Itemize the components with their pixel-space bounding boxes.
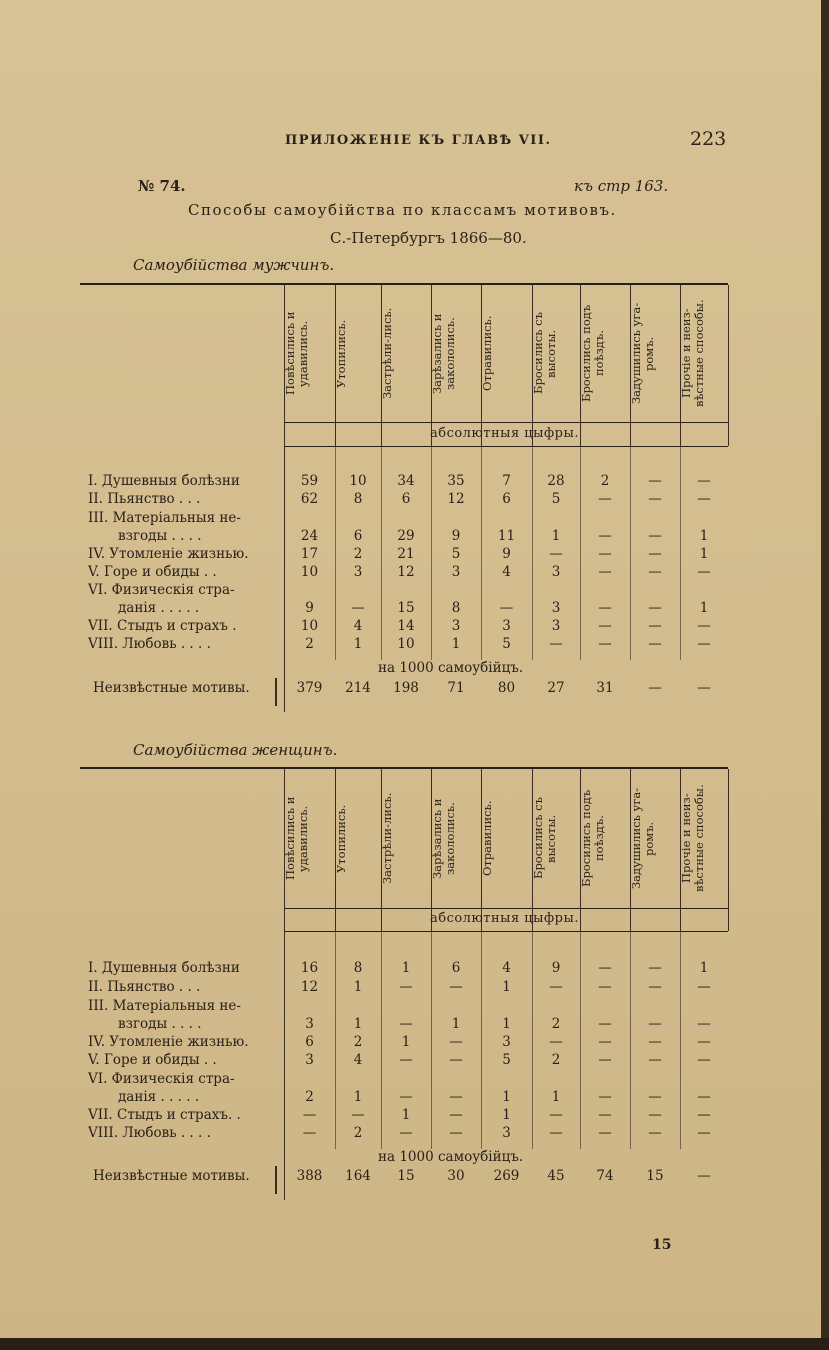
- row-label: взгоды . . . .: [118, 1016, 202, 1032]
- section-label: Самоубійства женщинъ.: [133, 741, 338, 759]
- table-cell: —: [648, 618, 662, 634]
- column-divider: [630, 446, 631, 660]
- subheader-rule: [284, 931, 728, 932]
- table-cell: 8: [451, 600, 461, 616]
- table-cell: 1: [502, 1089, 511, 1105]
- table-cell: —: [549, 979, 563, 995]
- running-head: ПРИЛОЖЕНІЕ КЪ ГЛАВѢ VII.: [285, 133, 552, 148]
- table-cell: —: [648, 564, 662, 580]
- row-label: II. Пьянство . . .: [88, 491, 201, 507]
- unknown-cell: 388: [296, 1168, 323, 1184]
- table-cell: 3: [451, 564, 461, 580]
- table-cell: —: [697, 1052, 711, 1068]
- row-label: IV. Утомленіе жизнью.: [88, 546, 249, 562]
- table-cell: 1: [551, 528, 561, 544]
- table-cell: —: [648, 1034, 662, 1050]
- table-cell: —: [648, 1052, 662, 1068]
- table-cell: —: [598, 1034, 612, 1050]
- table-cell: —: [648, 960, 662, 976]
- table-cell: 15: [397, 600, 415, 616]
- table-cell: —: [648, 600, 662, 616]
- subheader-rule: [284, 446, 728, 447]
- unknown-cell: 80: [497, 680, 516, 696]
- table-cell: 12: [300, 979, 319, 995]
- table-cell: 3: [502, 618, 511, 634]
- table-cell: 1: [451, 636, 461, 652]
- table-cell: 1: [353, 1016, 363, 1032]
- table-cell: 4: [502, 564, 511, 580]
- subheader: абсолютныя цыфры.: [430, 911, 579, 926]
- table-cell: 34: [397, 473, 415, 489]
- table-cell: —: [697, 473, 711, 489]
- column-divider: [431, 931, 432, 1149]
- table-cell: 1: [401, 960, 411, 976]
- row-label: данія . . . . .: [118, 1089, 200, 1105]
- table-cell: —: [598, 618, 612, 634]
- table-cell: —: [549, 546, 563, 562]
- table-cell: 3: [551, 564, 561, 580]
- table-cell: —: [697, 1034, 711, 1050]
- table-cell: —: [598, 564, 612, 580]
- table-cell: 3: [502, 1125, 511, 1141]
- table-cell: —: [399, 1089, 413, 1105]
- table-cell: 6: [353, 528, 363, 544]
- column-divider: [630, 931, 631, 1149]
- table-cell: 4: [353, 618, 363, 634]
- table-cell: —: [598, 546, 612, 562]
- column-header: Отравились.: [480, 315, 494, 392]
- table-cell: —: [499, 600, 514, 616]
- table-cell: 9: [451, 528, 461, 544]
- unknown-cell: 164: [345, 1168, 371, 1184]
- table-cell: —: [449, 1034, 463, 1050]
- table-cell: 1: [451, 1016, 461, 1032]
- unknown-cell: —: [697, 680, 711, 696]
- row-label: VIII. Любовь . . . .: [88, 636, 211, 652]
- table-cell: 3: [305, 1016, 314, 1032]
- unknown-cell: 74: [596, 1168, 614, 1184]
- table-cell: 1: [353, 979, 363, 995]
- table-cell: 2: [353, 1034, 363, 1050]
- table-cell: 5: [502, 636, 511, 652]
- column-divider: [680, 446, 681, 660]
- table-cell: —: [648, 636, 662, 652]
- table-cell: —: [598, 491, 612, 507]
- table-cell: —: [648, 473, 662, 489]
- row-label: V. Горе и обиды . .: [88, 1052, 217, 1068]
- row-label: II. Пьянство . . .: [88, 979, 201, 995]
- row-label: VI. Физическія стра-: [88, 1071, 235, 1087]
- row-label: VII. Стыдъ и страхъ .: [88, 618, 237, 634]
- unknown-cell: 15: [646, 1168, 664, 1184]
- unknown-motives-label: Неизвѣстные мотивы.: [93, 680, 250, 696]
- table-cell: 2: [551, 1052, 561, 1068]
- row-divider-mark: [275, 1166, 277, 1194]
- column-header: Застрѣли-лись.: [380, 792, 394, 885]
- table-cell: 10: [300, 564, 319, 580]
- table-cell: —: [598, 1125, 612, 1141]
- column-header: Повѣсились и удавились.: [283, 796, 310, 881]
- table-cell: 59: [300, 473, 319, 489]
- column-divider: [481, 931, 482, 1149]
- table-cell: 6: [401, 491, 411, 507]
- table-cell: 12: [397, 564, 415, 580]
- table-cell: —: [648, 1125, 662, 1141]
- table-cell: 1: [502, 1107, 511, 1123]
- column-divider: [532, 446, 533, 660]
- row-label: VIII. Любовь . . . .: [88, 1125, 211, 1141]
- column-header: Повѣсились и удавились.: [283, 311, 310, 396]
- row-label: III. Матеріальныя не-: [88, 510, 241, 526]
- unknown-cell: 15: [397, 1168, 415, 1184]
- table-cell: —: [449, 1052, 463, 1068]
- table-cell: 6: [305, 1034, 314, 1050]
- column-header: Прочіе и неиз-вѣстные способы.: [679, 299, 706, 408]
- table-cell: 3: [502, 1034, 511, 1050]
- row-label: VI. Физическія стра-: [88, 582, 235, 598]
- table-cell: —: [598, 1089, 612, 1105]
- table-cell: —: [449, 1089, 463, 1105]
- table-cell: 4: [502, 960, 511, 976]
- page-edge-right: [821, 0, 829, 1350]
- table-cell: —: [399, 1052, 413, 1068]
- table-cell: —: [549, 1125, 563, 1141]
- table-cell: 21: [397, 546, 415, 562]
- row-label: данія . . . . .: [118, 600, 200, 616]
- table-cell: 5: [502, 1052, 511, 1068]
- table-cell: 5: [451, 546, 461, 562]
- table-cell: —: [648, 1089, 662, 1105]
- table-cell: 17: [300, 546, 319, 562]
- table-cell: 10: [397, 636, 415, 652]
- column-divider: [532, 931, 533, 1149]
- unknown-cell: 269: [493, 1168, 520, 1184]
- column-divider: [580, 931, 581, 1149]
- table-cell: 2: [305, 1089, 314, 1105]
- table-cell: —: [697, 979, 711, 995]
- table-cell: —: [648, 979, 662, 995]
- row-divider-mark: [275, 678, 277, 706]
- column-divider: [381, 931, 382, 1149]
- table-cell: —: [598, 1052, 612, 1068]
- table-cell: 3: [305, 1052, 314, 1068]
- table-cell: 8: [353, 491, 363, 507]
- row-label: IV. Утомленіе жизнью.: [88, 1034, 249, 1050]
- table-cell: 7: [502, 473, 511, 489]
- table-cell: 1: [502, 979, 511, 995]
- unknown-cell: 379: [296, 680, 323, 696]
- unknown-cell: 45: [547, 1168, 565, 1184]
- column-divider: [481, 446, 482, 660]
- column-header: Зарѣзались и закололись.: [430, 313, 457, 394]
- table-cell: 16: [300, 960, 319, 976]
- table-cell: —: [598, 1016, 612, 1032]
- column-divider: [728, 285, 729, 446]
- column-header: Задушились уга-ромъ.: [629, 787, 656, 890]
- unknown-cell: 30: [447, 1168, 465, 1184]
- table-cell: —: [549, 1034, 563, 1050]
- table-cell: 11: [497, 528, 516, 544]
- column-divider: [431, 446, 432, 660]
- column-header: Бросились подъ поѣздъ.: [579, 304, 606, 403]
- table-cell: 62: [300, 491, 319, 507]
- table-cell: 2: [353, 1125, 363, 1141]
- unknown-cell: —: [697, 1168, 711, 1184]
- table-cell: 1: [699, 600, 709, 616]
- table-cell: 3: [551, 600, 561, 616]
- table-cell: —: [697, 1016, 711, 1032]
- table-cell: 12: [447, 491, 465, 507]
- table-cell: —: [598, 528, 612, 544]
- unknown-cell: 71: [447, 680, 465, 696]
- table-cell: 9: [305, 600, 314, 616]
- table-cell: 9: [551, 960, 561, 976]
- table-cell: 3: [353, 564, 363, 580]
- table-cell: 1: [353, 636, 363, 652]
- row-label: V. Горе и обиды . .: [88, 564, 217, 580]
- column-divider: [381, 446, 382, 660]
- table-cell: —: [598, 960, 612, 976]
- table-cell: 1: [699, 546, 709, 562]
- section-label: Самоубійства мужчинъ.: [133, 256, 335, 274]
- row-label: III. Матеріальныя не-: [88, 998, 241, 1014]
- row-label: VII. Стыдъ и страхъ. .: [88, 1107, 241, 1123]
- table-cell: —: [399, 1125, 413, 1141]
- table-cell: 2: [305, 636, 314, 652]
- table-cell: —: [399, 1016, 413, 1032]
- column-header: Прочіе и неиз-вѣстные способы.: [679, 784, 706, 893]
- per-1000-label: на 1000 самоубійцъ.: [378, 1149, 524, 1165]
- table-cell: —: [697, 491, 711, 507]
- table-cell: —: [549, 1107, 563, 1123]
- table-cell: —: [449, 1125, 463, 1141]
- column-header: Отравились.: [480, 800, 494, 877]
- table-cell: —: [697, 636, 711, 652]
- table-cell: 4: [353, 1052, 363, 1068]
- row-label: I. Душевныя болѣзни: [88, 960, 240, 976]
- table-cell: —: [351, 600, 365, 616]
- column-header: Бросились съ высоты.: [531, 797, 558, 880]
- column-divider: [284, 931, 285, 1200]
- per-1000-label: на 1000 самоубійцъ.: [378, 660, 524, 676]
- table-cell: 1: [353, 1089, 363, 1105]
- table-cell: —: [697, 1125, 711, 1141]
- page-reference: къ стр 163.: [574, 177, 669, 195]
- subheader: абсолютныя цыфры.: [430, 426, 579, 441]
- unknown-cell: 214: [345, 680, 371, 696]
- table-cell: 29: [397, 528, 415, 544]
- table-cell: 10: [300, 618, 319, 634]
- row-label: взгоды . . . .: [118, 528, 202, 544]
- table-cell: —: [351, 1107, 365, 1123]
- table-cell: —: [697, 1107, 711, 1123]
- table-cell: 9: [502, 546, 511, 562]
- unknown-cell: 198: [393, 680, 419, 696]
- table-cell: 2: [551, 1016, 561, 1032]
- table-cell: —: [648, 1016, 662, 1032]
- table-cell: 14: [397, 618, 415, 634]
- table-cell: —: [598, 600, 612, 616]
- table-subtitle: С.-Петербургъ 1866—80.: [330, 229, 527, 247]
- table-cell: 5: [551, 491, 561, 507]
- table-cell: —: [302, 1125, 317, 1141]
- column-header: Бросились подъ поѣздъ.: [579, 789, 606, 888]
- page-edge-bottom: [0, 1338, 829, 1350]
- table-cell: —: [648, 1107, 662, 1123]
- column-header: Утопились.: [334, 319, 348, 388]
- table-cell: —: [598, 636, 612, 652]
- table-cell: 10: [349, 473, 367, 489]
- table-cell: 1: [699, 960, 709, 976]
- table-cell: —: [697, 618, 711, 634]
- table-cell: —: [648, 491, 662, 507]
- table-cell: 6: [502, 491, 511, 507]
- table-cell: —: [549, 636, 563, 652]
- table-cell: —: [302, 1107, 317, 1123]
- table-cell: 24: [300, 528, 319, 544]
- signature-mark: 15: [652, 1237, 672, 1253]
- column-divider: [728, 769, 729, 931]
- table-cell: 1: [401, 1107, 411, 1123]
- table-cell: —: [697, 1089, 711, 1105]
- column-header: Задушились уга-ромъ.: [629, 302, 656, 405]
- row-label: I. Душевныя болѣзни: [88, 473, 240, 489]
- table-cell: 1: [401, 1034, 411, 1050]
- table-cell: 3: [451, 618, 461, 634]
- unknown-cell: 31: [596, 680, 614, 696]
- table-cell: 3: [551, 618, 561, 634]
- table-cell: 1: [699, 528, 709, 544]
- table-cell: —: [399, 979, 413, 995]
- table-cell: —: [598, 979, 612, 995]
- unknown-cell: 27: [547, 680, 565, 696]
- table-cell: 2: [353, 546, 363, 562]
- header-rule: [284, 422, 728, 423]
- column-divider: [580, 446, 581, 660]
- unknown-cell: —: [648, 680, 662, 696]
- column-divider: [284, 446, 285, 712]
- table-title: Способы самоубійства по классамъ мотивовъ.: [188, 201, 617, 219]
- table-cell: 2: [600, 473, 610, 489]
- table-cell: 8: [353, 960, 363, 976]
- table-cell: —: [648, 528, 662, 544]
- table-cell: 28: [547, 473, 565, 489]
- table-cell: —: [648, 546, 662, 562]
- column-header: Зарѣзались и закололись.: [430, 798, 457, 879]
- table-cell: —: [449, 1107, 463, 1123]
- page-number: 223: [690, 128, 727, 150]
- table-cell: 6: [451, 960, 461, 976]
- column-header: Застрѣли-лись.: [380, 307, 394, 400]
- table-cell: 35: [447, 473, 465, 489]
- column-header: Утопились.: [334, 804, 348, 873]
- table-cell: —: [697, 564, 711, 580]
- table-number: № 74.: [138, 177, 186, 195]
- unknown-motives-label: Неизвѣстные мотивы.: [93, 1168, 250, 1184]
- table-cell: —: [598, 1107, 612, 1123]
- table-cell: 1: [551, 1089, 561, 1105]
- table-cell: 1: [502, 1016, 511, 1032]
- table-cell: —: [449, 979, 463, 995]
- column-header: Бросились съ высоты.: [531, 312, 558, 395]
- header-rule: [284, 908, 728, 909]
- column-divider: [680, 931, 681, 1149]
